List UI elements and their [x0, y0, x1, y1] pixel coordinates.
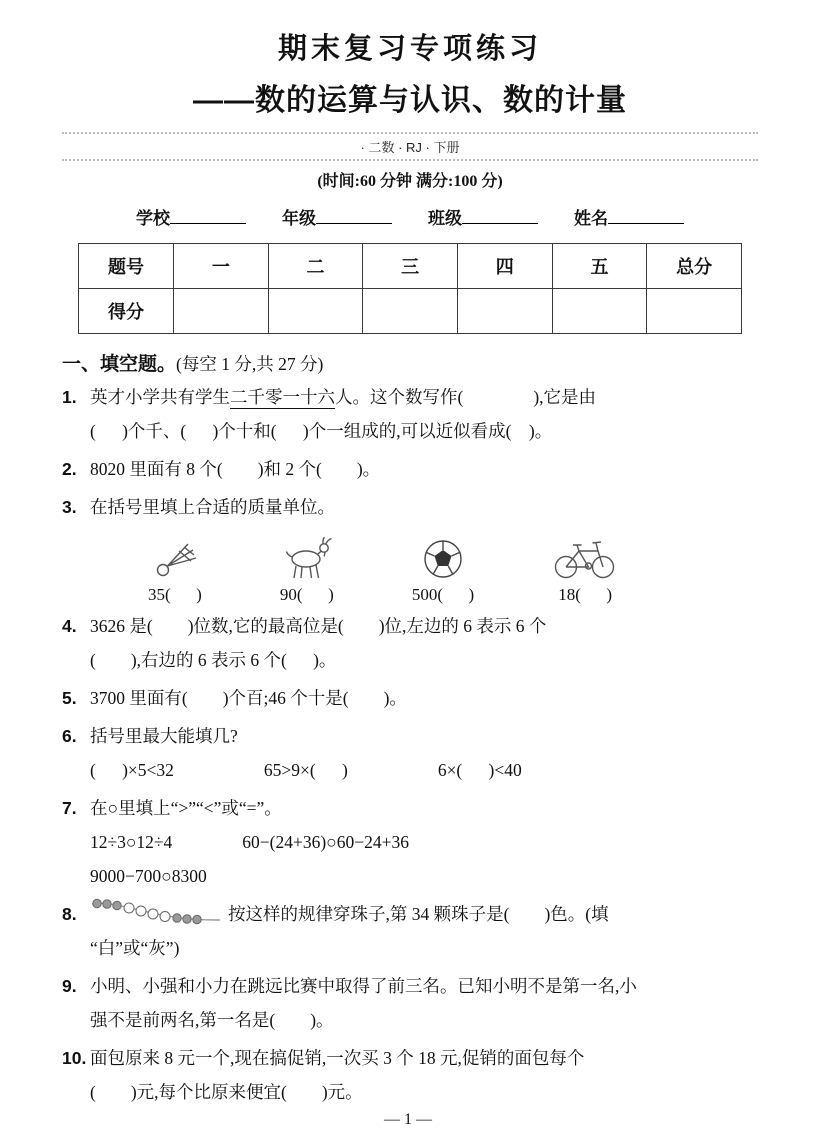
question-text: ( )个千、( )个十和( )个一组成的,可以近似看成( )。 — [90, 421, 553, 441]
score-table-header-cell: 总分 — [647, 244, 742, 289]
unit-item — [552, 534, 618, 605]
score-table-header-cell: 五 — [552, 244, 647, 289]
score-row-label: 得分 — [79, 289, 174, 334]
name-blank — [608, 205, 684, 224]
question-10 — [62, 1041, 758, 1109]
dotted-rule-bottom — [62, 159, 758, 161]
question-text: 8020 里面有 8 个( )和 2 个( )。 — [90, 459, 381, 479]
question-text: ( ),右边的 6 表示 6 个( )。 — [90, 650, 337, 670]
paper-subtitle: ——数的运算与认识、数的计量 — [193, 84, 627, 117]
question-5 — [62, 681, 758, 715]
question-line — [62, 452, 758, 486]
grade-field — [282, 204, 392, 229]
question-number: 6. — [62, 726, 77, 746]
question-line — [62, 897, 758, 931]
score-table-header-cell: 一 — [174, 244, 269, 289]
question-3 — [62, 490, 758, 605]
bead-string-icon — [90, 897, 222, 929]
name-field — [574, 204, 684, 229]
bicycle-icon — [552, 534, 618, 580]
school-blank — [170, 205, 246, 224]
expression: 60−(24+36)○60−24+36 — [242, 832, 409, 852]
unit-item — [280, 536, 334, 605]
question-number: 9. — [62, 976, 77, 996]
expression: 65>9×( ) — [263, 760, 348, 780]
score-table-header-cell: 题号 — [79, 244, 174, 289]
section-title: 一、填空题。 — [62, 354, 177, 375]
class-blank — [462, 205, 538, 224]
score-cell — [174, 289, 269, 334]
unit-item-label: 90( ) — [279, 585, 334, 604]
grade-label: 年级 — [282, 209, 316, 228]
score-cell — [268, 289, 363, 334]
question-2 — [62, 452, 758, 486]
question-text: 强不是前两名,第一名是( )。 — [90, 1010, 334, 1030]
question-text: 括号里最大能填几? — [90, 726, 238, 746]
grade-blank — [316, 205, 392, 224]
edition-label: · 二数 · RJ · 下册 — [360, 140, 460, 155]
edition-divider — [62, 132, 758, 161]
score-cell — [457, 289, 552, 334]
score-table-score-row — [79, 289, 742, 334]
question-line — [62, 1041, 758, 1075]
score-table-header-row — [79, 244, 742, 289]
soccer-ball-icon — [422, 538, 464, 580]
name-label: 姓名 — [574, 209, 608, 228]
question-1 — [62, 380, 758, 448]
question-number: 3. — [62, 497, 77, 517]
question-text: 面包原来 8 元一个,现在搞促销,一次买 3 个 18 元,促销的面包每个 — [90, 1048, 585, 1068]
class-field — [428, 204, 538, 229]
score-table-header-cell: 二 — [268, 244, 363, 289]
question-text: 人。这个数写作( ),它是由 — [335, 387, 597, 407]
expression-row — [62, 859, 758, 893]
shuttlecock-icon — [152, 538, 198, 580]
question-6 — [62, 719, 758, 787]
question-line — [62, 681, 758, 715]
question-text: 在○里填上“>”“<”或“=”。 — [90, 798, 282, 818]
question-number: 8. — [62, 904, 77, 924]
paper-title: 期末复习专项练习 — [277, 33, 542, 65]
score-cell — [552, 289, 647, 334]
question-8 — [62, 897, 758, 965]
page-number: — 1 — — [384, 1111, 432, 1128]
question-text: 按这样的规律穿珠子,第 34 颗珠子是( )色。(填 — [228, 904, 609, 924]
question-text: ( )元,每个比原来便宜( )元。 — [90, 1082, 363, 1102]
section-heading — [62, 349, 758, 376]
exam-meta: (时间:60 分钟 满分:100 分) — [317, 173, 503, 190]
question-text: 3700 里面有( )个百;46 个十是( )。 — [90, 688, 407, 708]
unit-item — [148, 538, 202, 605]
expression-row — [62, 825, 758, 859]
question-number: 2. — [62, 459, 77, 479]
expression: 6×( )<40 — [437, 760, 522, 780]
question-number: 1. — [62, 387, 77, 407]
expression: 12÷3○12÷4 — [90, 832, 173, 852]
question-line — [62, 380, 758, 414]
score-table — [78, 243, 742, 334]
question-line — [62, 490, 758, 524]
question-text: 在括号里填上合适的质量单位。 — [90, 497, 335, 517]
score-cell — [647, 289, 742, 334]
question-text: 英才小学共有学生 — [90, 387, 230, 407]
class-label: 班级 — [428, 209, 462, 228]
expression: ( )×5<32 — [90, 760, 174, 780]
student-info-row — [62, 204, 758, 229]
score-table-header-cell: 三 — [363, 244, 458, 289]
expression: 9000−700○8300 — [90, 866, 207, 886]
question-9 — [62, 969, 758, 1037]
question-text: 3626 是( )位数,它的最高位是( )位,左边的 6 表示 6 个 — [90, 616, 547, 636]
score-cell — [363, 289, 458, 334]
score-table-header-cell: 四 — [457, 244, 552, 289]
unit-item-label: 500( ) — [411, 585, 475, 604]
school-label: 学校 — [136, 209, 170, 228]
unit-item-label: 18( ) — [558, 585, 613, 604]
goat-icon — [280, 536, 334, 580]
school-field — [136, 204, 246, 229]
question-number: 10. — [62, 1048, 87, 1068]
unit-item-label: 35( ) — [148, 585, 202, 604]
question-number: 5. — [62, 688, 77, 708]
unit-items-row — [148, 534, 758, 605]
expression-row — [62, 753, 758, 787]
question-text: 小明、小强和小力在跳远比赛中取得了前三名。已知小明不是第一名,小 — [90, 976, 637, 996]
question-number: 4. — [62, 616, 77, 636]
question-4 — [62, 609, 758, 677]
section-note: (每空 1 分,共 27 分) — [176, 354, 324, 374]
unit-item — [412, 538, 474, 605]
question-text: “白”或“灰”) — [90, 938, 180, 958]
question-line — [62, 719, 758, 753]
question-line — [62, 609, 758, 643]
question-line — [62, 969, 758, 1003]
question-line — [62, 791, 758, 825]
question-number: 7. — [62, 798, 77, 818]
question-7 — [62, 791, 758, 893]
underlined-number-words: 二千零一十六 — [230, 387, 335, 407]
